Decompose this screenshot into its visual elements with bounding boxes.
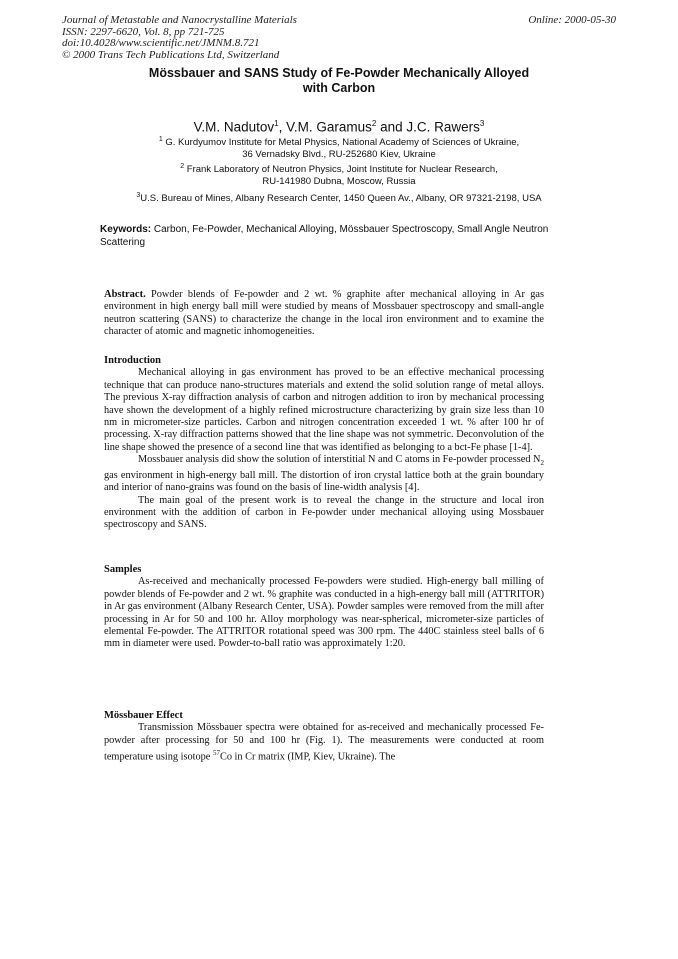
keywords — [100, 223, 560, 249]
title-line-1: Mössbauer and SANS Study of Fe-Powder Mechanically Alloyed — [148, 66, 530, 80]
section-heading: Samples — [104, 564, 142, 575]
online-date: Online: 2000-05-30 — [528, 14, 616, 26]
author-1-affil-mark: 1 — [274, 119, 279, 128]
samples-section — [104, 564, 544, 651]
paragraph: As-received and mechanically processed Fe-powders were studied. High-energy ball milling of powder blends of Fe-powder and 2 wt. % graphite was conducted in a high-energy ball mill (ATTRITOR) in Ar gas environment (Albany Research Center, USA). Powder samples were removed from the mill after processing in Ar for 50 and 100 hr. Alloy morphology was near-spherical, micrometer-size particles of elemental Fe-powder. The ATTRITOR rotational speed was 300 rpm. The 440C stainless steel balls of 6 mm in diameter were used. Powder-to-ball ratio was approximately 1:20. — [104, 576, 544, 650]
affiliation-3 — [59, 190, 619, 205]
introduction-section — [104, 355, 544, 532]
section-heading: Mössbauer Effect — [104, 710, 183, 721]
journal-copyright: © 2000 Trans Tech Publications Ltd, Switzerland — [62, 48, 280, 61]
keywords-label: Keywords: — [100, 224, 152, 235]
paragraph: Mechanical alloying in gas environment has proved to be an effective mechanical processing technique that can produce nano-structures materials and extend the solid solution range of metal alloys. The previous X-ray diffraction analysis of carbon and nitrogen addition to iron by mechanical processing have shown the development of a highly refined microstructure characterizing by grain size less than 10 nm in micrometer-size particles. Carbon and nitrogen concentration exceeded 1 wt. % after 100 hr of processing. X-ray diffraction patterns showed that the line shape was not symmetric. Deconvolution of the line shape showed the presence of a second line that was identified as belonging to a bct-Fe phase [1-4]. — [104, 367, 544, 453]
abstract-text: Powder blends of Fe-powder and 2 wt. % graphite after mechanical alloying in Ar gas environment in high energy ball mill were studied by means of Mossbauer spectroscopy and small-angle neutron scattering (SANS) to characterize the change in the local iron environment and to examine the character of atomic and magnetic inhomogeneities. — [104, 289, 544, 338]
paper-title — [90, 66, 588, 96]
mossbauer-section — [104, 710, 544, 764]
title-line-2: with Carbon — [302, 81, 376, 95]
affiliation-2 — [59, 161, 619, 188]
affiliation-mark: 2 — [180, 163, 185, 170]
affiliation-line: U.S. Bureau of Mines, Albany Research Center, 1450 Queen Av., Albany, OR 97321-2198, USA — [140, 193, 542, 205]
author-3-affil-mark: 3 — [479, 119, 485, 128]
affiliation-mark: 1 — [158, 136, 163, 143]
keywords-text: Carbon, Fe-Powder, Mechanical Alloying, Mössbauer Spectroscopy, Small Angle Neutron Scattering — [100, 224, 549, 248]
author-3: J.C. Rawers — [406, 119, 480, 135]
paragraph: Mossbauer analysis did show the solution of interstitial N and C atoms in Fe-powder processed $N_2$ gas environment in high-energy ball mill. The distortion of iron crystal lattice both at the grain boundary and interior of nano-grains was found on the basis of line-width analysis [4]. — [104, 454, 544, 494]
abstract — [104, 289, 544, 339]
affiliation-1 — [59, 134, 619, 161]
abstract-label: Abstract. — [104, 289, 146, 300]
section-heading: Introduction — [104, 355, 161, 366]
author-list — [90, 119, 588, 135]
author-1: V.M. Nadutov — [193, 119, 275, 135]
affiliation-line: G. Kurdyumov Institute for Metal Physics, National Academy of Sciences of Ukraine, — [165, 137, 520, 149]
affiliation-line: Frank Laboratory of Neutron Physics, Joint Institute for Nuclear Research, — [186, 164, 498, 176]
affiliation-line: RU-141980 Dubna, Moscow, Russia — [262, 176, 416, 188]
paragraph: Transmission Mössbauer spectra were obtained for as-received and mechanically processed Fe-powder after processing for 50 and 100 hr (Fig. 1). The measurements were conducted at room temperature using isotope $^{57}$Co in Cr matrix (IMP, Kiev, Ukraine). The — [104, 722, 544, 763]
journal-name: Journal of Metastable and Nanocrystalline Materials — [62, 14, 297, 26]
author-2: V.M. Garamus — [286, 119, 372, 135]
author-separator: and — [376, 119, 407, 135]
affiliation-line: 36 Vernadsky Blvd., RU-252680 Kiev, Ukraine — [242, 149, 436, 161]
author-2-affil-mark: 2 — [371, 119, 377, 128]
journal-doi: doi:10.4028/www.scientific.net/JMNM.8.721 — [62, 37, 260, 49]
journal-issn: ISSN: 2297-6620, Vol. 8, pp 721-725 — [62, 25, 225, 38]
author-separator: , — [278, 119, 287, 135]
paragraph: The main goal of the present work is to reveal the change in the structure and local iron environment with the addition of carbon in Fe-powder under mechanical alloying using Mossbauer spectroscopy and SANS. — [104, 494, 544, 531]
affiliation-mark: 3 — [136, 192, 141, 199]
